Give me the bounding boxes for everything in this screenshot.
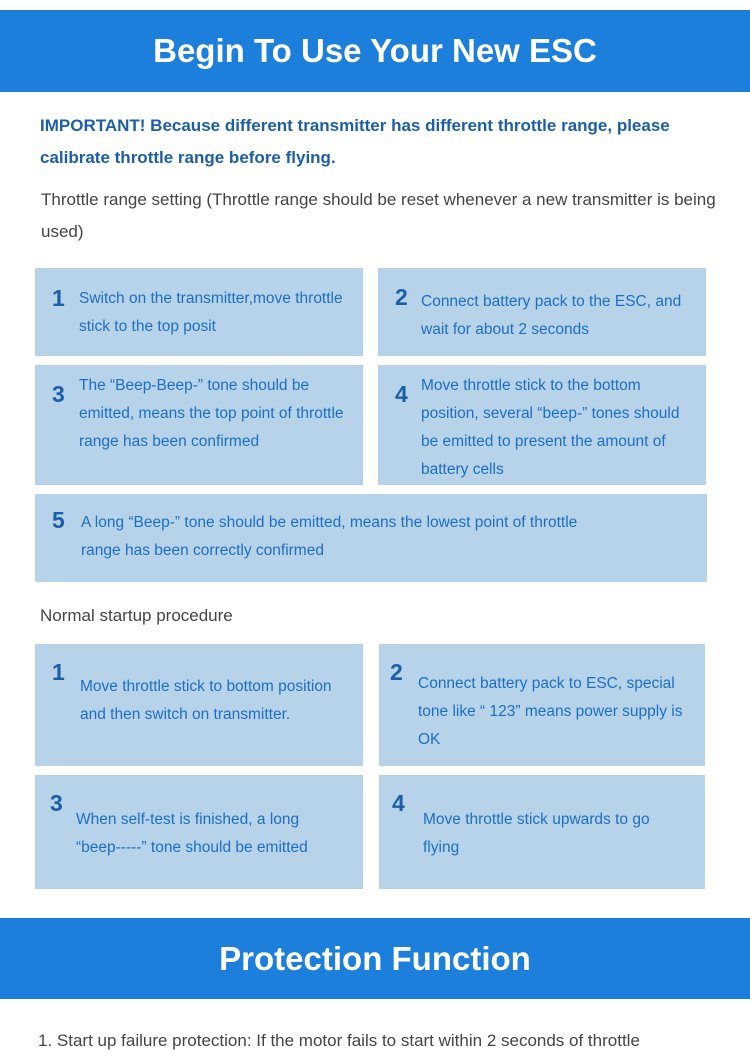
- step-number: 4: [392, 790, 405, 816]
- step-number: 1: [52, 659, 65, 685]
- throttle-step-5: [35, 494, 707, 582]
- throttle-step-4: [378, 365, 706, 485]
- throttle-range-subtitle: Throttle range setting (Throttle range should be reset whenever a new transmitter is being used): [41, 190, 716, 241]
- step-number: 2: [395, 284, 408, 310]
- step-text: Connect battery pack to the ESC, and wait for about 2 seconds: [421, 293, 682, 338]
- important-note: IMPORTANT! Because different transmitter has different throttle range, please calibrate throttle range before flying.: [40, 116, 670, 167]
- startup-section-label: Normal startup procedure: [40, 606, 233, 625]
- step-text: Connect battery pack to ESC, special tone like “ 123” means power supply is OK: [418, 675, 683, 748]
- startup-step-4: [379, 775, 705, 889]
- step-number: 3: [50, 790, 63, 816]
- step-number: 2: [390, 659, 403, 685]
- step-text: Move throttle stick to the bottom position, several “beep-” tones should be emitted to present the amount of battery cells: [421, 377, 680, 478]
- step-text: Move throttle stick upwards to go flying: [423, 811, 650, 856]
- throttle-step-2: [378, 268, 706, 356]
- step-number: 5: [52, 507, 65, 533]
- step-text: Move throttle stick to bottom position and then switch on transmitter.: [80, 678, 332, 723]
- protection-first-line: 1. Start up failure protection: If the motor fails to start within 2 seconds of throttle: [38, 1031, 640, 1050]
- step-text: A long “Beep-” tone should be emitted, means the lowest point of throttle range has been correctly confirmed: [81, 514, 578, 559]
- startup-step-3: [35, 775, 363, 889]
- startup-step-1: [35, 644, 363, 766]
- step-text: When self-test is finished, a long “beep-----” tone should be emitted: [76, 811, 308, 856]
- step-number: 3: [52, 381, 65, 407]
- header-banner: [0, 10, 750, 92]
- throttle-step-1: [35, 268, 363, 356]
- step-number: 1: [52, 285, 65, 311]
- page-title: Begin To Use Your New ESC: [153, 32, 597, 69]
- step-text: The “Beep-Beep-” tone should be emitted, means the top point of throttle range has been confirmed: [79, 377, 344, 450]
- startup-step-2: [379, 644, 705, 766]
- throttle-step-3: [35, 365, 363, 485]
- protection-title: Protection Function: [219, 939, 531, 977]
- protection-banner: [0, 918, 750, 999]
- step-number: 4: [395, 381, 408, 407]
- step-text: Switch on the transmitter,move throttle stick to the top posit: [79, 290, 343, 335]
